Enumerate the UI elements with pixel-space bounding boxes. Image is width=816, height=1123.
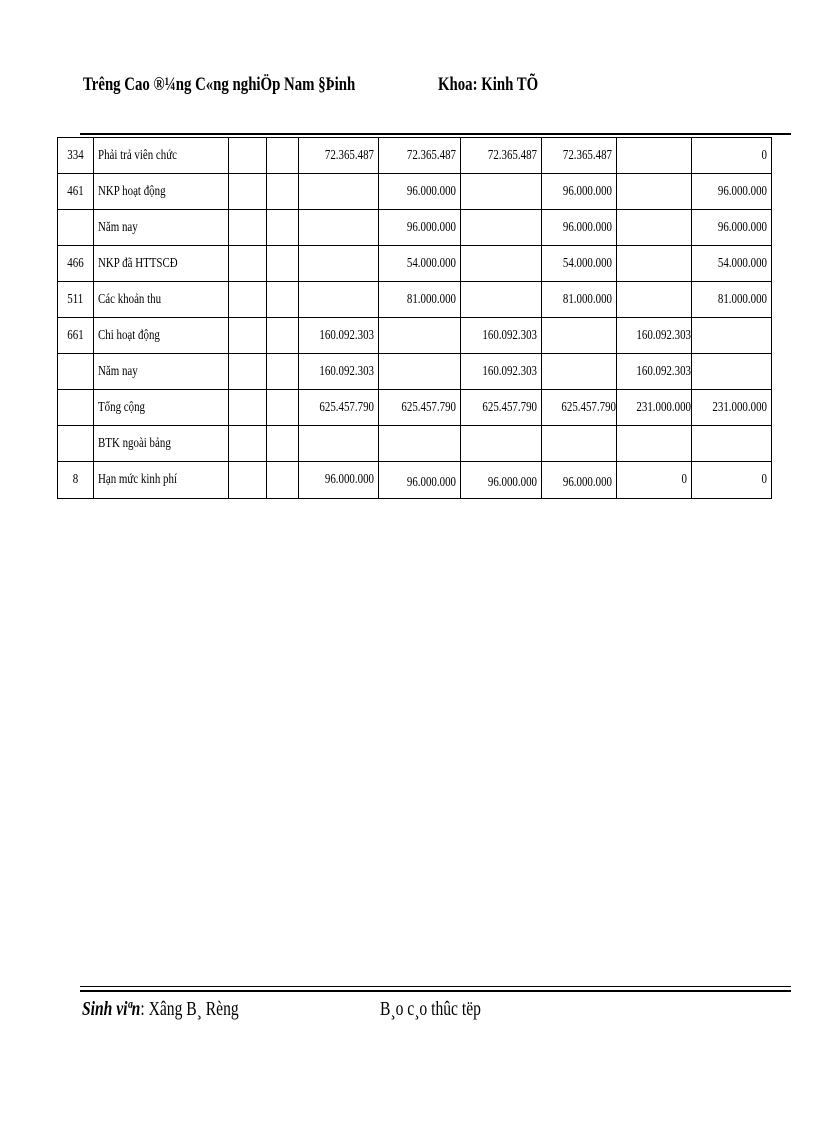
blank-cell-b [267,354,299,390]
table-row [58,390,772,426]
footer-student [82,998,239,1021]
value-cell-3 [461,138,542,174]
account-code-cell [58,426,94,462]
value-cell-6 [692,282,772,318]
value-cell-6-text: 0 [761,147,767,163]
value-cell-3-text: 625.457.790 [482,399,537,415]
blank-cell-b [267,138,299,174]
value-cell-2-text: 72.365.487 [406,147,456,163]
value-cell-2-text: 96.000.000 [406,219,456,235]
value-cell-4-text: 81.000.000 [562,291,612,307]
value-cell-4-text: 72.365.487 [562,147,612,163]
blank-cell-b [267,318,299,354]
value-cell-4 [542,246,617,282]
value-cell-6-text: 96.000.000 [717,183,767,199]
value-cell-5 [617,282,692,318]
table-row [58,354,772,390]
blank-cell-a [229,282,267,318]
table-row [58,462,772,499]
account-name-cell-text: Tổng cộng [98,399,146,415]
value-cell-5 [617,426,692,462]
value-cell-2-text: 96.000.000 [406,475,456,490]
account-code-cell [58,462,94,499]
blank-cell-b [267,390,299,426]
footer-divider-thin [80,986,791,987]
blank-cell-b [267,282,299,318]
value-cell-2-text: 54.000.000 [406,255,456,271]
account-code-cell [58,390,94,426]
blank-cell-b [267,174,299,210]
account-name-cell [94,354,229,390]
account-code-cell-text: 461 [67,183,84,199]
value-cell-2-text: 81.000.000 [406,291,456,307]
value-cell-6-text: 54.000.000 [717,255,767,271]
value-cell-1 [299,138,379,174]
value-cell-6 [692,354,772,390]
value-cell-5 [617,462,692,499]
ledger-table [57,137,772,499]
value-cell-1 [299,354,379,390]
account-code-cell [58,138,94,174]
account-name-cell [94,282,229,318]
value-cell-6 [692,174,772,210]
value-cell-5 [617,390,692,426]
value-cell-3 [461,354,542,390]
account-name-cell-text: BTK ngoài bảng [98,435,171,451]
value-cell-1-text: 160.092.303 [319,327,374,343]
value-cell-1 [299,174,379,210]
blank-cell-a [229,174,267,210]
account-name-cell-text: Các khoản thu [98,291,162,307]
value-cell-4-text: 625.457.790 [561,399,616,415]
value-cell-3-text: 160.092.303 [482,327,537,343]
value-cell-4 [542,462,617,499]
header-divider [80,133,791,135]
value-cell-5 [617,318,692,354]
value-cell-6-text: 96.000.000 [717,219,767,235]
value-cell-4 [542,138,617,174]
value-cell-6 [692,138,772,174]
blank-cell-b [267,246,299,282]
ledger-body [58,138,772,499]
value-cell-4 [542,354,617,390]
value-cell-6 [692,390,772,426]
blank-cell-a [229,210,267,246]
value-cell-1 [299,210,379,246]
table-row [58,138,772,174]
value-cell-6 [692,318,772,354]
school-name: Trêng Cao ®¼ng C«ng nghiÖp Nam §Þinh [83,74,356,95]
value-cell-5 [617,138,692,174]
blank-cell-a [229,390,267,426]
value-cell-6-text: 231.000.000 [712,399,767,415]
value-cell-6 [692,210,772,246]
value-cell-1-text: 96.000.000 [324,472,374,487]
value-cell-3-text: 72.365.487 [487,147,537,163]
value-cell-5-text: 231.000.000 [636,399,691,415]
footer-divider-thick [80,990,791,992]
account-name-cell [94,426,229,462]
value-cell-4-text: 96.000.000 [562,183,612,199]
value-cell-5 [617,174,692,210]
value-cell-1 [299,246,379,282]
account-name-cell [94,174,229,210]
account-name-cell [94,318,229,354]
account-code-cell-text: 466 [67,255,84,271]
account-name-cell-text: Phải trả viên chức [98,147,177,163]
blank-cell-a [229,426,267,462]
department-name: Khoa: Kinh TÕ [438,74,539,95]
value-cell-1 [299,462,379,499]
value-cell-6-text: 0 [761,472,767,487]
value-cell-4-text: 54.000.000 [562,255,612,271]
blank-cell-b [267,210,299,246]
value-cell-2 [379,462,461,499]
value-cell-3 [461,246,542,282]
value-cell-5-text: 160.092.303 [636,327,691,343]
account-name-cell-text: Hạn mức kinh phí [98,472,178,487]
value-cell-3 [461,282,542,318]
table-row [58,426,772,462]
report-title: B¸o c¸o thûc tëp [380,998,481,1020]
value-cell-3 [461,174,542,210]
student-name: : Xâng B¸ Rèng [140,998,239,1020]
value-cell-1-text: 72.365.487 [324,147,374,163]
account-code-cell [58,210,94,246]
account-name-cell [94,462,229,499]
value-cell-4-text: 96.000.000 [562,475,612,490]
value-cell-4 [542,426,617,462]
value-cell-4-text: 96.000.000 [562,219,612,235]
value-cell-2 [379,282,461,318]
value-cell-2 [379,174,461,210]
account-name-cell [94,210,229,246]
table-row [58,282,772,318]
blank-cell-a [229,354,267,390]
account-code-cell [58,318,94,354]
blank-cell-a [229,138,267,174]
account-name-cell-text: NKP hoạt động [98,183,166,199]
blank-cell-a [229,246,267,282]
value-cell-3 [461,210,542,246]
table-row [58,246,772,282]
value-cell-2 [379,318,461,354]
account-name-cell [94,390,229,426]
value-cell-4 [542,210,617,246]
table-row [58,318,772,354]
value-cell-2 [379,246,461,282]
value-cell-2-text: 625.457.790 [401,399,456,415]
value-cell-2 [379,354,461,390]
value-cell-2 [379,210,461,246]
value-cell-5-text: 160.092.303 [636,363,691,379]
value-cell-6 [692,246,772,282]
value-cell-3 [461,462,542,499]
table-row [58,210,772,246]
account-code-cell [58,282,94,318]
value-cell-6-text: 81.000.000 [717,291,767,307]
blank-cell-b [267,462,299,499]
value-cell-1 [299,318,379,354]
account-code-cell-text: 334 [67,147,84,163]
blank-cell-a [229,462,267,499]
value-cell-2 [379,138,461,174]
value-cell-3 [461,426,542,462]
value-cell-3 [461,390,542,426]
value-cell-4 [542,174,617,210]
value-cell-3 [461,318,542,354]
value-cell-2 [379,426,461,462]
account-name-cell-text: NKP đã HTTSCĐ [98,255,178,271]
value-cell-5 [617,246,692,282]
account-code-cell [58,174,94,210]
value-cell-6 [692,426,772,462]
value-cell-1-text: 160.092.303 [319,363,374,379]
value-cell-1 [299,426,379,462]
value-cell-4 [542,318,617,354]
account-name-cell-text: Năm nay [98,219,138,235]
account-code-cell [58,354,94,390]
account-code-cell-text: 8 [72,472,79,487]
account-name-cell-text: Chi hoạt động [98,327,160,343]
value-cell-1-text: 625.457.790 [319,399,374,415]
student-label: Sinh viªn [82,998,141,1020]
value-cell-1 [299,390,379,426]
account-name-cell [94,246,229,282]
account-code-cell [58,246,94,282]
blank-cell-b [267,426,299,462]
account-code-cell-text: 511 [67,291,84,307]
value-cell-5 [617,354,692,390]
account-code-cell-text: 661 [67,327,84,343]
value-cell-6 [692,462,772,499]
value-cell-4 [542,282,617,318]
table-row [58,174,772,210]
value-cell-3-text: 96.000.000 [487,475,537,490]
value-cell-2-text: 96.000.000 [406,183,456,199]
value-cell-2 [379,390,461,426]
value-cell-1 [299,282,379,318]
blank-cell-a [229,318,267,354]
account-name-cell-text: Năm nay [98,363,138,379]
account-name-cell [94,138,229,174]
value-cell-5-text: 0 [681,472,687,487]
value-cell-5 [617,210,692,246]
value-cell-3-text: 160.092.303 [482,363,537,379]
value-cell-4 [542,390,617,426]
